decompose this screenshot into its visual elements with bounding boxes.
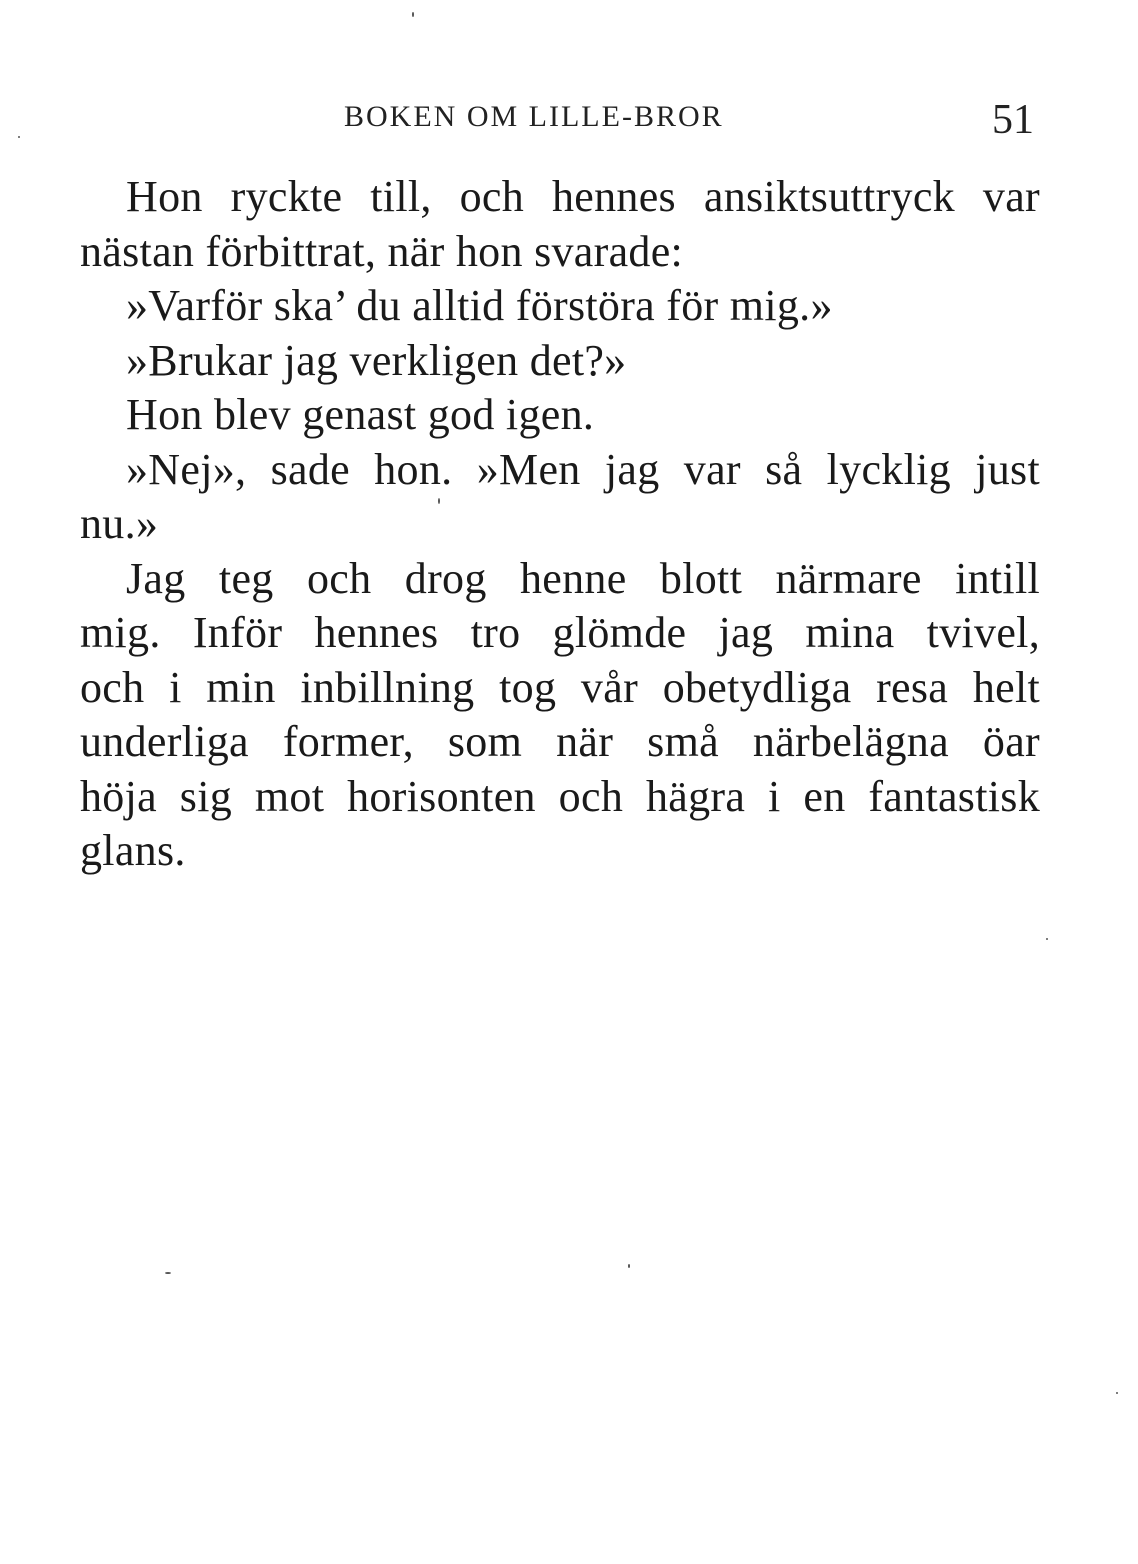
scan-speck	[438, 498, 440, 504]
text-line: mig. Inför hennes tro glömde jag mina tvivel,	[80, 608, 1040, 657]
scan-speck	[1046, 938, 1048, 940]
scan-speck	[412, 12, 414, 17]
text-line: glans.	[80, 826, 186, 875]
page-number: 51	[992, 97, 1034, 143]
scan-speck	[165, 1272, 171, 1274]
text-line: Hon blev genast god igen.	[126, 390, 595, 439]
text-line: »Brukar jag verkligen det?»	[126, 335, 627, 385]
scan-speck	[1116, 1392, 1118, 1394]
text-line: höja sig mot horisonten och hägra i en fantastisk	[80, 771, 1040, 821]
running-head: BOKEN OM LILLE-BROR	[344, 100, 724, 133]
text-line: »Varför ska’ du alltid förstöra för mig.»	[126, 281, 833, 330]
body-text	[80, 170, 1040, 879]
text-line: »Nej», sade hon. »Men jag var så lycklig just	[126, 444, 1040, 494]
text-line: Jag teg och drog henne blott närmare intill	[126, 553, 1040, 603]
text-line: underliga former, som när små närbelägna öar	[80, 717, 1040, 766]
scan-speck	[18, 136, 20, 138]
text-line: nästan förbittrat, när hon svarade:	[80, 226, 684, 276]
scan-speck	[628, 1264, 630, 1268]
text-line: nu.»	[80, 499, 159, 548]
text-line: Hon ryckte till, och hennes ansiktsuttryck var	[126, 172, 1040, 221]
text-line: och i min inbillning tog vår obetydliga resa helt	[80, 662, 1040, 712]
